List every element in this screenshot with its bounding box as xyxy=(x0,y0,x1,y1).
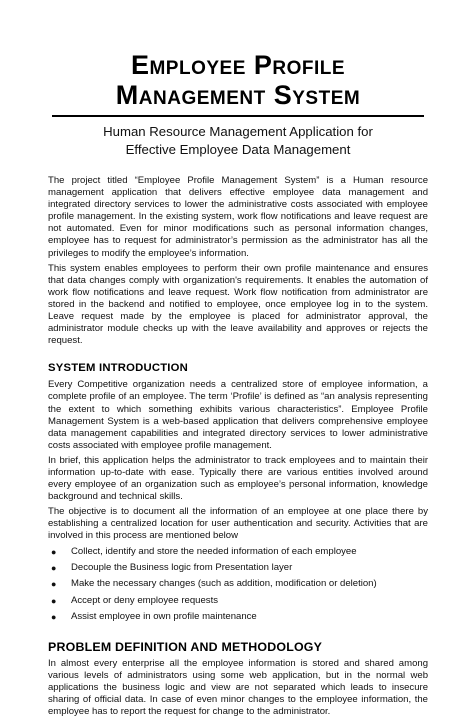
list-item xyxy=(48,546,428,558)
list-item-text: Collect, identify and store the needed information of each employee xyxy=(71,545,357,557)
system-intro-paragraph-1: Every Competitive organization needs a centralized store of employee information, a complete profile of an employee. The term ‘Profile’ is defined as “an analysis representing the extent to which something exhibits various characteristics”. Employee Profile Management System is a web-based application that delivers comprehensive employee data management capabilities and integrated directory services to lower administrative costs associated with employee profile management. xyxy=(48,379,428,451)
bullet-dot-icon: ● xyxy=(51,562,57,573)
list-item xyxy=(48,578,428,590)
document-title-line-2: Management System xyxy=(115,80,361,110)
system-intro-paragraph-3: The objective is to document all the information of an employee at one place there by establishing a centralized location for user authentication and security. Activities that are involved in this process are mentioned below xyxy=(48,506,428,542)
bullet-dot-icon: ● xyxy=(51,546,57,557)
list-item xyxy=(48,595,428,607)
title-block xyxy=(48,0,428,159)
list-item-text: Make the necessary changes (such as addition, modification or deletion) xyxy=(71,578,377,590)
section-heading-system-introduction: SYSTEM INTRODUCTION xyxy=(48,362,188,375)
title-divider xyxy=(52,115,424,117)
bullet-dot-icon: ● xyxy=(51,595,57,606)
problem-paragraph-1: In almost every enterprise all the employee information is stored and shared among various levels of administrators using some web application, but in the normal web applications the business logic and view are not separated which leads to insecure sharing of official data. In case of even minor changes to the employee information, the employee has to report the request for change to the administrator. xyxy=(48,658,428,718)
document-subtitle-line-2: Effective Employee Data Management xyxy=(125,142,351,157)
section-heading-problem-definition: PROBLEM DEFINITION AND METHODOLOGY xyxy=(48,640,323,655)
intro-paragraph-2: This system enables employees to perform their own profile maintenance and ensures that data changes comply with organization's requirements. It enables the automation of work flow notifications and leave request. Work flow notification from administrator are stored in the backend and notified to employee, once employee log in to the system. Leave request made by the employee is placed for administrator approval, the administrator module checks up with the leave availability and approves or rejects the request. xyxy=(48,262,428,347)
document-title-line-1: Employee Profile xyxy=(130,50,346,80)
intro-paragraph-1: The project titled “Employee Profile Management System” is a Human resource management application that delivers effective employee data management and integrated directory services to lower the administrative costs associated with employee profile management. In the existing system, work flow notifications and leave request are not automated. Even for minor modifications such as personal information changes, employee has to request for administrator’s permission as the administrator has all the privileges to modify the employee’s information. xyxy=(48,175,428,259)
system-intro-paragraph-2: In brief, this application helps the administrator to track employees and to maintain their information up-to-date with ease. Typically there are various entities involved around every employee of an organization such as employee’s personal information, knowledge background and technical skills. xyxy=(48,454,428,503)
list-item-text: Assist employee in own profile maintenance xyxy=(71,611,257,623)
document-subtitle-line-1: Human Resource Management Application for xyxy=(103,124,373,139)
bullet-dot-icon: ● xyxy=(51,612,57,623)
list-item-text: Accept or deny employee requests xyxy=(71,594,218,606)
list-item xyxy=(48,562,428,574)
bullet-dot-icon: ● xyxy=(51,579,57,590)
list-item xyxy=(48,611,428,623)
list-item-text: Decouple the Business logic from Presentation layer xyxy=(71,561,293,573)
activities-bullet-list xyxy=(48,546,428,624)
